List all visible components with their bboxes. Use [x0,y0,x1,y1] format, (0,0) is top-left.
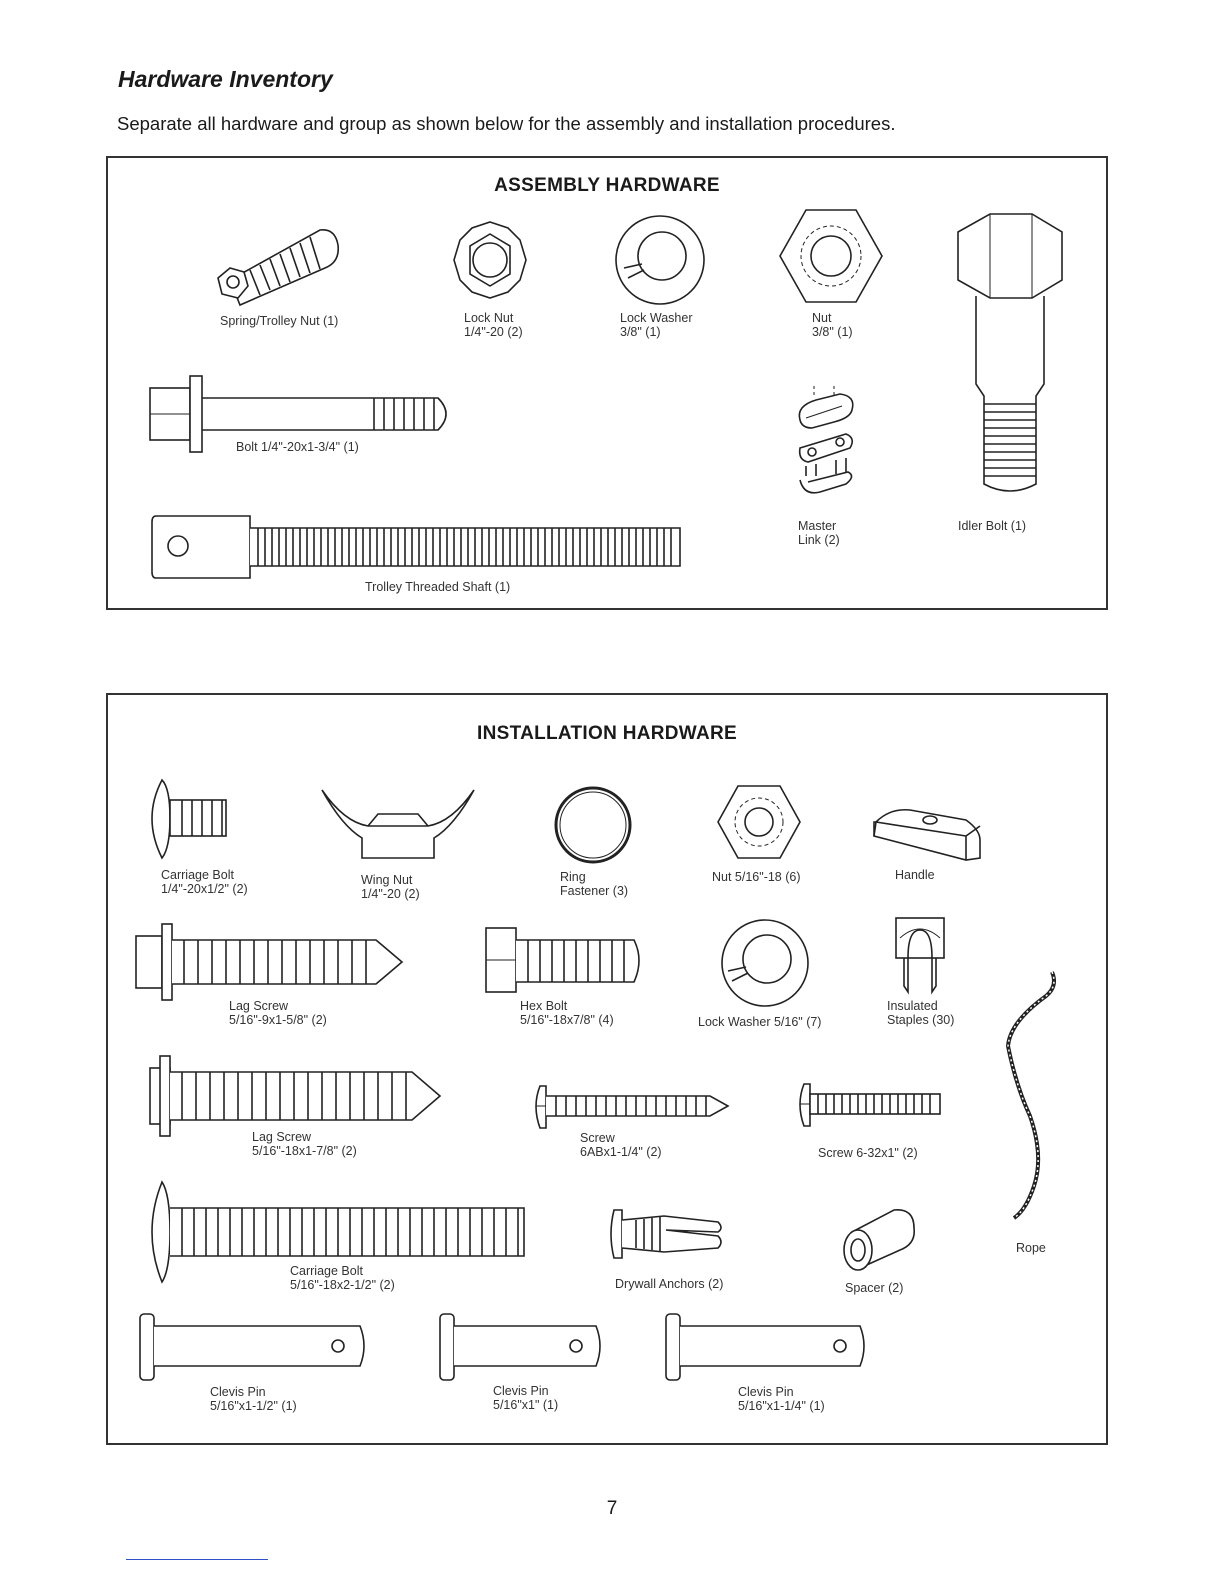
lock-nut-illustration [448,218,532,302]
assembly-hardware-title: ASSEMBLY HARDWARE [494,175,720,196]
nut-label-2: 3/8" (1) [812,325,853,339]
carriage-bolt-small-label-1: Carriage Bolt [161,868,234,882]
lock-washer-5-16-illustration [718,916,812,1010]
wing-nut-label-2: 1/4"-20 (2) [361,887,420,901]
drywall-anchors-illustration [606,1208,726,1260]
clevis-pin-3-label-1: Clevis Pin [738,1385,794,1399]
spacer-label: Spacer (2) [845,1281,904,1295]
carriage-bolt-small-illustration [140,778,236,860]
trolley-threaded-shaft-illustration [150,514,690,580]
insulated-staples-illustration [892,914,948,994]
screw-6-32-illustration [794,1082,944,1128]
nut-5-16-label: Nut 5/16"-18 (6) [712,870,801,884]
master-link-label-2: Link (2) [798,533,840,547]
clevis-pin-2-label-2: 5/16"x1" (1) [493,1398,559,1412]
lag-screw-2-illustration [148,1054,444,1138]
idler-bolt-illustration [950,212,1070,502]
rope-label: Rope [1016,1241,1046,1255]
lag-screw-1-illustration [134,922,406,1002]
nut-illustration [776,208,886,304]
ring-fastener-label-2: Fastener (3) [560,884,629,898]
page-title: Hardware Inventory [118,66,333,92]
master-link-illustration [790,384,860,502]
clevis-pin-3-label-2: 5/16"x1-1/4" (1) [738,1399,825,1413]
hex-bolt-label-1: Hex Bolt [520,999,568,1013]
spring-trolley-nut-label: Spring/Trolley Nut (1) [220,314,339,328]
rope-illustration [1000,966,1060,1226]
clevis-pin-3-illustration [664,1312,870,1382]
clevis-pin-1-label-1: Clevis Pin [210,1385,266,1399]
carriage-bolt-small-label-2: 1/4"-20x1/2" (2) [161,882,248,896]
clevis-pin-1-illustration [138,1312,370,1382]
wing-nut-label-1: Wing Nut [361,873,413,887]
lag-screw-1-label-2: 5/16"-9x1-5/8" (2) [229,1013,327,1027]
carriage-bolt-large-label-1: Carriage Bolt [290,1264,363,1278]
trolley-threaded-shaft-label: Trolley Threaded Shaft (1) [365,580,511,594]
insulated-staples-label-1: Insulated [887,999,938,1013]
lock-washer-label-2: 3/8" (1) [620,325,661,339]
lag-screw-1-label-1: Lag Screw [229,999,289,1013]
footer-rule [126,1559,268,1560]
hex-bolt-illustration [484,926,648,996]
lock-washer-5-16-label: Lock Washer 5/16" (7) [698,1015,822,1029]
lock-washer-illustration [612,212,708,308]
screw-6ab-label-1: Screw [580,1131,615,1145]
idler-bolt-label: Idler Bolt (1) [958,519,1027,533]
clevis-pin-2-label-1: Clevis Pin [493,1384,549,1398]
clevis-pin-1-label-2: 5/16"x1-1/2" (1) [210,1399,297,1413]
spring-trolley-nut-illustration [210,210,350,310]
ring-fastener-illustration [552,784,634,866]
carriage-bolt-large-label-2: 5/16"-18x2-1/2" (2) [290,1278,395,1292]
spacer-illustration [838,1206,918,1272]
screw-6ab-label-2: 6ABx1-1/4" (2) [580,1145,662,1159]
bolt-label: Bolt 1/4"-20x1-3/4" (1) [236,440,359,454]
drywall-anchors-label: Drywall Anchors (2) [615,1277,724,1291]
insulated-staples-label-2: Staples (30) [887,1013,955,1027]
screw-6-32-label: Screw 6-32x1" (2) [818,1146,918,1160]
lock-washer-label-1: Lock Washer [620,311,693,325]
handle-label: Handle [895,868,935,882]
hex-bolt-label-2: 5/16"-18x7/8" (4) [520,1013,614,1027]
installation-hardware-title: INSTALLATION HARDWARE [477,723,737,744]
handle-illustration [870,806,986,862]
lag-screw-2-label-1: Lag Screw [252,1130,312,1144]
page-number: 7 [606,1498,618,1519]
lock-nut-label-2: 1/4"-20 (2) [464,325,523,339]
nut-label-1: Nut [812,311,832,325]
ring-fastener-label-1: Ring [560,870,586,884]
nut-5-16-illustration [716,784,802,860]
lag-screw-2-label-2: 5/16"-18x1-7/8" (2) [252,1144,357,1158]
wing-nut-illustration [318,786,478,862]
clevis-pin-2-illustration [438,1312,606,1382]
master-link-label-1: Master [798,519,837,533]
intro-text: Separate all hardware and group as shown below for the assembly and installation procedures. [117,113,896,134]
lock-nut-label-1: Lock Nut [464,311,514,325]
screw-6ab-illustration [530,1084,734,1130]
